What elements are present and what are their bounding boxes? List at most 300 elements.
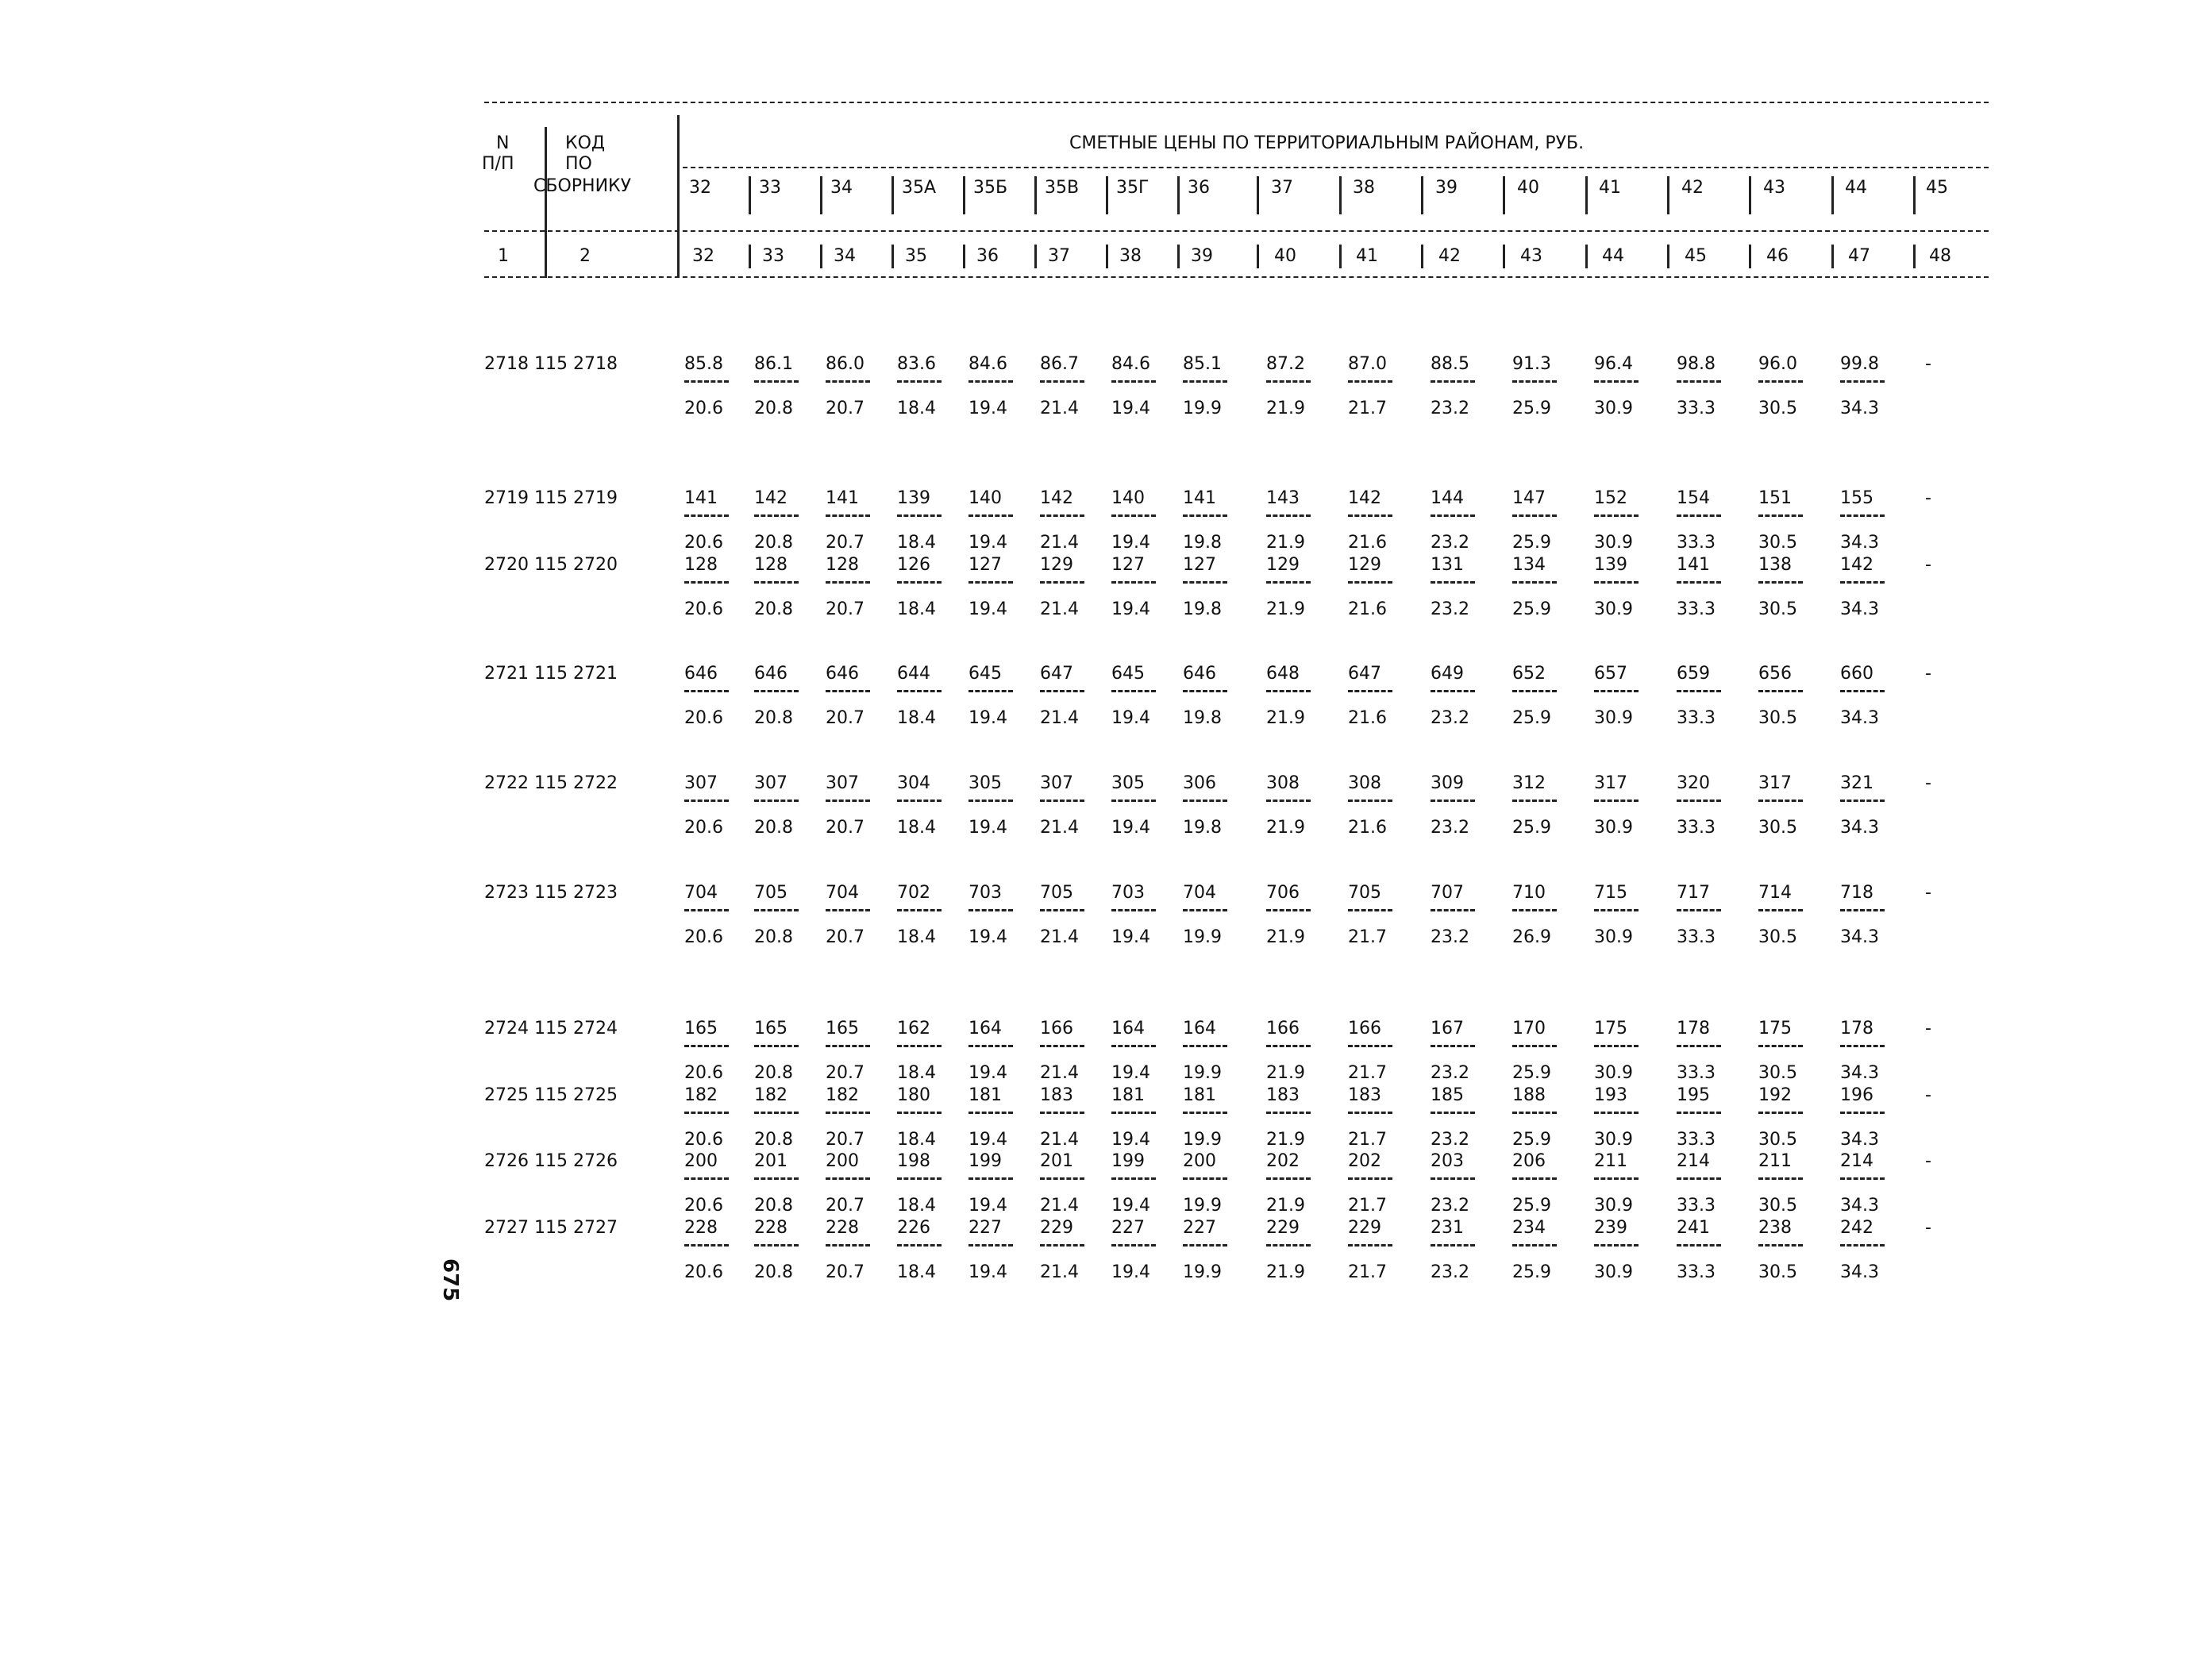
wage-value: 21.7	[1348, 1130, 1387, 1150]
wage-value: 18.4	[897, 708, 936, 728]
fraction-divider	[1512, 1045, 1557, 1047]
wage-value: 21.9	[1266, 533, 1305, 553]
fraction-divider	[1840, 1045, 1885, 1047]
price-value: 199	[968, 1151, 1002, 1171]
fraction-divider	[1840, 380, 1885, 383]
column-separator	[1667, 245, 1669, 268]
fraction-divider	[968, 380, 1013, 383]
fraction-divider	[1111, 690, 1156, 692]
wage-value: 19.9	[1183, 1262, 1222, 1282]
col-code-label-2: ПО	[565, 154, 592, 174]
price-value: 195	[1677, 1085, 1710, 1105]
price-value: 175	[1594, 1019, 1627, 1038]
price-value: 88.5	[1431, 354, 1469, 374]
wage-value: 21.7	[1348, 1196, 1387, 1216]
fraction-divider	[1111, 514, 1156, 517]
fraction-divider	[1040, 690, 1084, 692]
fraction-divider	[1758, 1244, 1803, 1247]
fraction-divider	[1677, 800, 1721, 802]
fraction-divider	[897, 1112, 942, 1114]
fraction-divider	[1594, 800, 1639, 802]
district-label: 42	[1681, 178, 1704, 198]
fraction-divider	[968, 909, 1013, 911]
fraction-divider	[1512, 909, 1557, 911]
wage-value: 33.3	[1677, 1262, 1716, 1282]
row-id: 2722 115 2722	[484, 773, 618, 793]
fraction-divider	[1758, 909, 1803, 911]
wage-value: 21.9	[1266, 1262, 1305, 1282]
price-value: 202	[1348, 1151, 1381, 1171]
col-code-label-3: СБОРНИКУ	[533, 176, 632, 196]
price-value: 141	[684, 488, 718, 508]
fraction-divider	[1266, 909, 1311, 911]
price-value: 127	[1111, 555, 1145, 575]
fraction-divider	[1348, 1112, 1392, 1114]
wage-value: 25.9	[1512, 1130, 1551, 1150]
fraction-divider	[1431, 1112, 1475, 1114]
fraction-divider	[1183, 1112, 1227, 1114]
price-value: 86.0	[826, 354, 865, 374]
column-separator	[749, 245, 751, 268]
district-label: 35Г	[1116, 178, 1149, 198]
wage-value: 20.7	[826, 399, 865, 418]
fraction-divider	[968, 581, 1013, 584]
price-value: 86.7	[1040, 354, 1079, 374]
wage-value: 19.4	[1111, 818, 1150, 838]
wage-value: 23.2	[1431, 1262, 1469, 1282]
price-value: 308	[1266, 773, 1300, 793]
wage-value: 21.7	[1348, 927, 1387, 947]
wage-value: 19.4	[1111, 708, 1150, 728]
fraction-divider	[1677, 909, 1721, 911]
fraction-divider	[968, 1045, 1013, 1047]
fraction-divider	[1840, 514, 1885, 517]
wage-value: 30.5	[1758, 818, 1797, 838]
wage-value: 30.5	[1758, 1196, 1797, 1216]
fraction-divider	[1111, 1112, 1156, 1114]
fraction-divider	[1840, 1112, 1885, 1114]
price-value: 183	[1348, 1085, 1381, 1105]
wage-value: 20.7	[826, 1196, 865, 1216]
header-bottom-rule	[484, 276, 1989, 278]
price-value: 85.1	[1183, 354, 1222, 374]
fraction-divider	[1266, 581, 1311, 584]
wage-value: 19.4	[1111, 1063, 1150, 1083]
district-label: 38	[1353, 178, 1375, 198]
wage-value: 19.4	[968, 927, 1007, 947]
wage-value: 19.4	[968, 708, 1007, 728]
wage-value: 18.4	[897, 1196, 936, 1216]
price-value: 718	[1840, 883, 1873, 903]
wage-value: 20.7	[826, 533, 865, 553]
column-separator	[1421, 245, 1423, 268]
wage-value: 21.6	[1348, 533, 1387, 553]
wage-value: 25.9	[1512, 818, 1551, 838]
wage-value: 34.3	[1840, 708, 1879, 728]
column-index: 41	[1356, 246, 1378, 266]
fraction-divider	[968, 1177, 1013, 1180]
fraction-divider	[897, 1177, 942, 1180]
column-separator	[1421, 176, 1423, 214]
price-value: 201	[1040, 1151, 1073, 1171]
fraction-divider	[1183, 380, 1227, 383]
price-value: 704	[1183, 883, 1216, 903]
price-value: 238	[1758, 1218, 1792, 1238]
fraction-divider	[968, 1112, 1013, 1114]
fraction-divider	[754, 380, 799, 383]
fraction-divider	[897, 380, 942, 383]
column-separator	[1177, 245, 1180, 268]
fraction-divider	[1594, 1045, 1639, 1047]
wage-value: 20.6	[684, 1063, 723, 1083]
fraction-divider	[1040, 909, 1084, 911]
fraction-divider	[1431, 581, 1475, 584]
row-id: 2719 115 2719	[484, 488, 618, 508]
price-value: 228	[826, 1218, 859, 1238]
wage-value: 20.8	[754, 1262, 793, 1282]
table-title: СМЕТНЫЕ ЦЕНЫ ПО ТЕРРИТОРИАЛЬНЫМ РАЙОНАМ, РУБ.	[1069, 133, 1585, 153]
price-value: 142	[1040, 488, 1073, 508]
fraction-divider	[1840, 1177, 1885, 1180]
fraction-divider	[968, 1244, 1013, 1247]
price-value: 211	[1594, 1151, 1627, 1171]
last-column-value: -	[1925, 883, 1931, 903]
wage-value: 25.9	[1512, 1196, 1551, 1216]
price-value: 200	[684, 1151, 718, 1171]
fraction-divider	[826, 380, 870, 383]
wage-value: 19.9	[1183, 927, 1222, 947]
wage-value: 20.7	[826, 708, 865, 728]
price-value: 142	[1348, 488, 1381, 508]
price-value: 704	[684, 883, 718, 903]
fraction-divider	[1266, 514, 1311, 517]
column-separator	[677, 115, 680, 278]
wage-value: 20.8	[754, 1130, 793, 1150]
wage-value: 33.3	[1677, 927, 1716, 947]
column-separator	[820, 245, 822, 268]
price-value: 305	[1111, 773, 1145, 793]
wage-value: 18.4	[897, 399, 936, 418]
district-label: 43	[1763, 178, 1785, 198]
wage-value: 19.4	[1111, 599, 1150, 619]
district-label: 35А	[902, 178, 937, 198]
wage-value: 30.5	[1758, 533, 1797, 553]
price-value: 703	[968, 883, 1002, 903]
price-value: 659	[1677, 664, 1710, 684]
wage-value: 19.9	[1183, 1130, 1222, 1150]
price-value: 175	[1758, 1019, 1792, 1038]
price-value: 647	[1348, 664, 1381, 684]
wage-value: 21.7	[1348, 399, 1387, 418]
wage-value: 33.3	[1677, 399, 1716, 418]
wage-value: 20.6	[684, 927, 723, 947]
column-separator	[1034, 176, 1037, 214]
fraction-divider	[1512, 800, 1557, 802]
fraction-divider	[1348, 514, 1392, 517]
district-label: 41	[1599, 178, 1621, 198]
fraction-divider	[1183, 1244, 1227, 1247]
fraction-divider	[1677, 1244, 1721, 1247]
fraction-divider	[754, 1112, 799, 1114]
wage-value: 20.7	[826, 818, 865, 838]
price-value: 142	[754, 488, 788, 508]
price-value: 142	[1840, 555, 1873, 575]
price-value: 714	[1758, 883, 1792, 903]
fraction-divider	[1111, 581, 1156, 584]
price-value: 241	[1677, 1218, 1710, 1238]
wage-value: 19.4	[968, 818, 1007, 838]
price-value: 151	[1758, 488, 1792, 508]
wage-value: 20.7	[826, 927, 865, 947]
price-value: 86.1	[754, 354, 793, 374]
column-separator	[1503, 176, 1505, 214]
price-value: 131	[1431, 555, 1464, 575]
wage-value: 21.9	[1266, 1196, 1305, 1216]
wage-value: 23.2	[1431, 1130, 1469, 1150]
col-pp-label: П/П	[482, 154, 514, 174]
wage-value: 21.4	[1040, 533, 1079, 553]
fraction-divider	[1431, 380, 1475, 383]
price-value: 645	[968, 664, 1002, 684]
price-value: 646	[826, 664, 859, 684]
price-value: 166	[1040, 1019, 1073, 1038]
wage-value: 19.4	[968, 399, 1007, 418]
price-value: 166	[1266, 1019, 1300, 1038]
wage-value: 34.3	[1840, 599, 1879, 619]
fraction-divider	[684, 1177, 729, 1180]
price-value: 98.8	[1677, 354, 1716, 374]
last-column-value: -	[1925, 488, 1931, 508]
wage-value: 30.9	[1594, 1262, 1633, 1282]
price-value: 164	[968, 1019, 1002, 1038]
fraction-divider	[1512, 514, 1557, 517]
price-value: 165	[826, 1019, 859, 1038]
fraction-divider	[1183, 581, 1227, 584]
wage-value: 21.4	[1040, 1063, 1079, 1083]
price-value: 229	[1266, 1218, 1300, 1238]
wage-value: 21.9	[1266, 1063, 1305, 1083]
column-separator	[891, 176, 894, 214]
fraction-divider	[968, 690, 1013, 692]
wage-value: 34.3	[1840, 399, 1879, 418]
price-value: 182	[826, 1085, 859, 1105]
price-value: 180	[897, 1085, 930, 1105]
wage-value: 21.6	[1348, 708, 1387, 728]
row-id: 2721 115 2721	[484, 664, 618, 684]
fraction-divider	[1183, 1045, 1227, 1047]
fraction-divider	[1840, 909, 1885, 911]
fraction-divider	[1594, 1177, 1639, 1180]
price-value: 154	[1677, 488, 1710, 508]
wage-value: 21.4	[1040, 399, 1079, 418]
wage-value: 20.6	[684, 708, 723, 728]
fraction-divider	[1431, 1244, 1475, 1247]
price-value: 703	[1111, 883, 1145, 903]
price-value: 307	[754, 773, 788, 793]
column-separator	[1913, 176, 1916, 214]
price-value: 203	[1431, 1151, 1464, 1171]
wage-value: 18.4	[897, 1262, 936, 1282]
price-value: 652	[1512, 664, 1546, 684]
fraction-divider	[1758, 514, 1803, 517]
wage-value: 19.4	[1111, 533, 1150, 553]
price-value: 198	[897, 1151, 930, 1171]
price-value: 141	[1183, 488, 1216, 508]
fraction-divider	[1348, 690, 1392, 692]
fraction-divider	[684, 1045, 729, 1047]
price-value: 164	[1111, 1019, 1145, 1038]
wage-value: 21.6	[1348, 818, 1387, 838]
fraction-divider	[1183, 514, 1227, 517]
wage-value: 19.4	[1111, 399, 1150, 418]
fraction-divider	[1840, 800, 1885, 802]
column-index: 2	[580, 246, 591, 266]
wage-value: 19.8	[1183, 818, 1222, 838]
column-index: 34	[834, 246, 856, 266]
fraction-divider	[1183, 1177, 1227, 1180]
price-value: 181	[968, 1085, 1002, 1105]
fraction-divider	[1512, 380, 1557, 383]
price-value: 649	[1431, 664, 1464, 684]
wage-value: 19.4	[968, 599, 1007, 619]
fraction-divider	[826, 1177, 870, 1180]
district-label: 34	[830, 178, 853, 198]
fraction-divider	[897, 1045, 942, 1047]
fraction-divider	[1840, 581, 1885, 584]
wage-value: 30.5	[1758, 927, 1797, 947]
wage-value: 21.4	[1040, 818, 1079, 838]
price-value: 715	[1594, 883, 1627, 903]
wage-value: 33.3	[1677, 818, 1716, 838]
column-index: 44	[1602, 246, 1624, 266]
fraction-divider	[1677, 380, 1721, 383]
fraction-divider	[684, 1244, 729, 1247]
wage-value: 20.8	[754, 1063, 793, 1083]
price-value: 141	[826, 488, 859, 508]
wage-value: 18.4	[897, 1130, 936, 1150]
district-label: 35Б	[973, 178, 1008, 198]
price-value: 83.6	[897, 354, 936, 374]
row-id: 2726 115 2726	[484, 1151, 618, 1171]
wage-value: 34.3	[1840, 533, 1879, 553]
price-value: 305	[968, 773, 1002, 793]
wage-value: 25.9	[1512, 1063, 1551, 1083]
price-value: 227	[1111, 1218, 1145, 1238]
column-index: 47	[1848, 246, 1870, 266]
price-value: 231	[1431, 1218, 1464, 1238]
column-index: 32	[692, 246, 714, 266]
wage-value: 19.4	[1111, 1196, 1150, 1216]
col-code-label-1: КОД	[565, 133, 606, 153]
column-index: 48	[1929, 246, 1951, 266]
fraction-divider	[1840, 1244, 1885, 1247]
price-value: 144	[1431, 488, 1464, 508]
wage-value: 18.4	[897, 818, 936, 838]
fraction-divider	[1677, 1112, 1721, 1114]
wage-value: 21.7	[1348, 1262, 1387, 1282]
fraction-divider	[1348, 380, 1392, 383]
wage-value: 23.2	[1431, 599, 1469, 619]
fraction-divider	[1111, 380, 1156, 383]
price-value: 141	[1677, 555, 1710, 575]
wage-value: 21.9	[1266, 599, 1305, 619]
fraction-divider	[1040, 1244, 1084, 1247]
price-value: 155	[1840, 488, 1873, 508]
fraction-divider	[1594, 1112, 1639, 1114]
wage-value: 20.8	[754, 927, 793, 947]
column-index: 35	[905, 246, 927, 266]
price-value: 99.8	[1840, 354, 1879, 374]
fraction-divider	[1594, 1244, 1639, 1247]
fraction-divider	[826, 581, 870, 584]
wage-value: 20.6	[684, 533, 723, 553]
price-value: 320	[1677, 773, 1710, 793]
price-value: 647	[1040, 664, 1073, 684]
wage-value: 30.9	[1594, 927, 1633, 947]
fraction-divider	[684, 690, 729, 692]
wage-value: 23.2	[1431, 533, 1469, 553]
wage-value: 18.4	[897, 599, 936, 619]
fraction-divider	[754, 800, 799, 802]
column-separator	[963, 176, 965, 214]
wage-value: 18.4	[897, 533, 936, 553]
price-value: 702	[897, 883, 930, 903]
district-label: 33	[759, 178, 781, 198]
price-value: 646	[684, 664, 718, 684]
price-value: 96.4	[1594, 354, 1633, 374]
fraction-divider	[1266, 1177, 1311, 1180]
district-label: 37	[1271, 178, 1293, 198]
fraction-divider	[1111, 1244, 1156, 1247]
fraction-divider	[1183, 800, 1227, 802]
fraction-divider	[1431, 909, 1475, 911]
fraction-divider	[897, 1244, 942, 1247]
column-separator	[1106, 245, 1108, 268]
wage-value: 19.8	[1183, 599, 1222, 619]
price-value: 138	[1758, 555, 1792, 575]
wage-value: 30.9	[1594, 599, 1633, 619]
price-value: 152	[1594, 488, 1627, 508]
fraction-divider	[1758, 380, 1803, 383]
fraction-divider	[684, 1112, 729, 1114]
wage-value: 21.4	[1040, 708, 1079, 728]
row-id: 2725 115 2725	[484, 1085, 618, 1105]
fraction-divider	[1758, 1112, 1803, 1114]
price-value: 129	[1040, 555, 1073, 575]
price-value: 307	[1040, 773, 1073, 793]
price-value: 312	[1512, 773, 1546, 793]
district-label: 32	[689, 178, 711, 198]
district-label: 39	[1435, 178, 1458, 198]
price-value: 227	[968, 1218, 1002, 1238]
price-value: 128	[826, 555, 859, 575]
price-value: 139	[897, 488, 930, 508]
wage-value: 30.5	[1758, 399, 1797, 418]
fraction-divider	[754, 909, 799, 911]
wage-value: 23.2	[1431, 708, 1469, 728]
row-id: 2724 115 2724	[484, 1019, 618, 1038]
price-value: 165	[754, 1019, 788, 1038]
price-value: 657	[1594, 664, 1627, 684]
fraction-divider	[1348, 581, 1392, 584]
fraction-divider	[1266, 1112, 1311, 1114]
wage-value: 30.9	[1594, 533, 1633, 553]
fraction-divider	[826, 909, 870, 911]
wage-value: 33.3	[1677, 1130, 1716, 1150]
fraction-divider	[1677, 514, 1721, 517]
col-n-label: N	[496, 133, 510, 153]
fraction-divider	[897, 800, 942, 802]
